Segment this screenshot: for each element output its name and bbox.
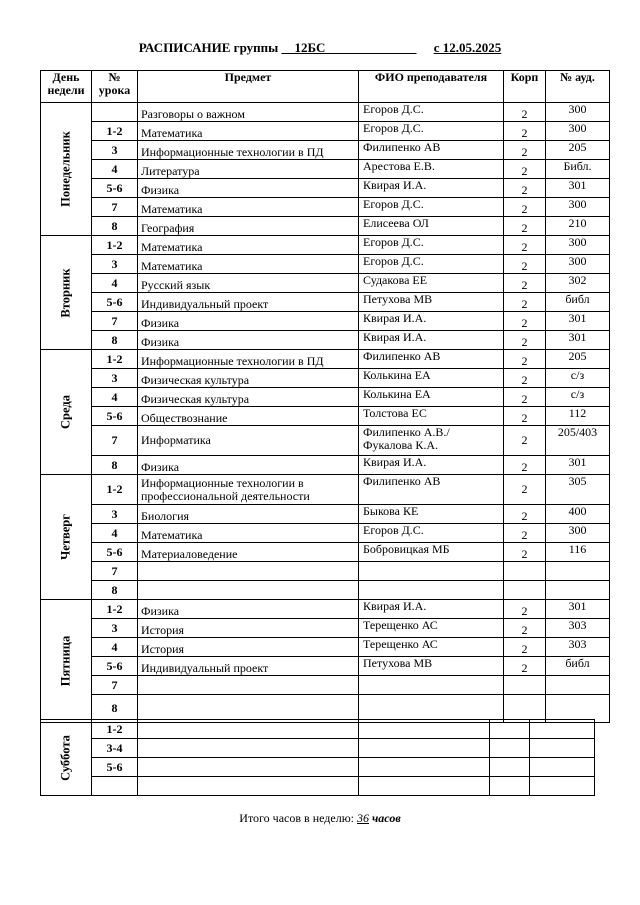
lesson-number: 8: [92, 456, 138, 475]
title-prefix: РАСПИСАНИЕ группы: [138, 40, 279, 55]
lesson-number: 7: [92, 676, 138, 695]
table-row: [41, 600, 610, 619]
building-cell: 2: [504, 657, 546, 676]
subject-cell: [138, 758, 359, 777]
building-cell: 2: [504, 122, 546, 141]
table-row: [41, 562, 610, 581]
lesson-number: 7: [92, 312, 138, 331]
building-cell: 2: [504, 600, 546, 619]
building-cell: 2: [504, 524, 546, 543]
table-row: [41, 676, 610, 695]
lesson-number: 1-2: [92, 236, 138, 255]
teacher-cell: Арестова Е.В.: [359, 160, 504, 179]
room-cell: 300: [546, 524, 610, 543]
table-row: [41, 122, 610, 141]
building-cell: 2: [504, 236, 546, 255]
lesson-number: 5-6: [92, 179, 138, 198]
lesson-number: 4: [92, 274, 138, 293]
table-row: [41, 331, 610, 350]
teacher-cell: Филипенко АВ: [359, 141, 504, 160]
subject-cell: [138, 562, 359, 581]
building-cell: [504, 676, 546, 695]
room-cell: [530, 739, 595, 758]
total-hours-value: 36: [357, 811, 369, 825]
teacher-cell: Елисеева ОЛ: [359, 217, 504, 236]
subject-cell: Физическая культура: [138, 388, 359, 407]
subject-cell: Физика: [138, 331, 359, 350]
header-teacher: ФИО преподавателя: [359, 71, 504, 103]
teacher-cell: Толстова ЕС: [359, 407, 504, 426]
teacher-cell: Квирая И.А.: [359, 331, 504, 350]
teacher-cell: [359, 581, 504, 600]
subject-cell: [138, 739, 359, 758]
subject-cell: География: [138, 217, 359, 236]
building-cell: 2: [504, 619, 546, 638]
teacher-cell: [359, 777, 490, 796]
start-date: с 12.05.2025: [433, 40, 502, 55]
building-cell: 2: [504, 198, 546, 217]
building-cell: 2: [504, 141, 546, 160]
building-cell: 2: [504, 217, 546, 236]
day-name: Суббота: [58, 734, 73, 781]
room-cell: библ: [546, 293, 610, 312]
lesson-number: 3: [92, 619, 138, 638]
room-cell: [530, 758, 595, 777]
room-cell: 205: [546, 141, 610, 160]
lesson-number: 3: [92, 141, 138, 160]
day-cell-tuesday: [41, 236, 92, 350]
table-row: [41, 475, 610, 505]
table-row: [41, 543, 610, 562]
building-cell: [504, 581, 546, 600]
teacher-cell: Егоров Д.С.: [359, 255, 504, 274]
room-cell: 301: [546, 600, 610, 619]
subject-cell: Информационные технологии в ПД: [138, 141, 359, 160]
table-row: [41, 524, 610, 543]
table-row: [41, 638, 610, 657]
building-cell: 2: [504, 179, 546, 198]
subject-cell: Физика: [138, 456, 359, 475]
building-cell: 2: [504, 475, 546, 505]
teacher-cell: [359, 720, 490, 739]
room-cell: 303: [546, 638, 610, 657]
subject-cell: [138, 475, 359, 505]
lesson-number: 3: [92, 255, 138, 274]
subject-line: Информационные технологии в: [141, 476, 304, 490]
table-row: [41, 407, 610, 426]
room-cell: 301: [546, 179, 610, 198]
table-row: [41, 103, 610, 122]
subject-cell: Физика: [138, 179, 359, 198]
lesson-number: 4: [92, 638, 138, 657]
room-cell: 116: [546, 543, 610, 562]
room-cell: 400: [546, 505, 610, 524]
lesson-number: 7: [92, 426, 138, 456]
day-name: Вторник: [58, 267, 73, 318]
teacher-cell: Егоров Д.С.: [359, 103, 504, 122]
header-day: День недели: [41, 71, 92, 103]
building-cell: [490, 739, 530, 758]
teacher-cell: [359, 739, 490, 758]
table-row: [41, 619, 610, 638]
lesson-number: 1-2: [92, 600, 138, 619]
teacher-cell: Филипенко АВ: [359, 475, 504, 505]
lesson-number: 7: [92, 562, 138, 581]
subject-cell: Индивидуальный проект: [138, 657, 359, 676]
teacher-cell: Судакова ЕЕ: [359, 274, 504, 293]
building-cell: 2: [504, 350, 546, 369]
teacher-cell: Петухова МВ: [359, 293, 504, 312]
teacher-line: Филипенко А.В./: [363, 425, 450, 439]
lesson-number: 8: [92, 331, 138, 350]
subject-cell: Литература: [138, 160, 359, 179]
room-cell: 112: [546, 407, 610, 426]
room-cell: библ: [546, 657, 610, 676]
lesson-number: 8: [92, 581, 138, 600]
table-row: [41, 198, 610, 217]
subject-cell: Информационные технологии в ПД: [138, 350, 359, 369]
table-row: [41, 739, 595, 758]
day-cell-saturday: [41, 720, 92, 796]
room-cell: [546, 562, 610, 581]
total-hours-label: Итого часов в неделю:: [239, 811, 357, 825]
subject-cell: [138, 720, 359, 739]
lesson-number: 1-2: [92, 720, 138, 739]
day-name: Пятница: [58, 635, 73, 687]
table-row: [41, 179, 610, 198]
teacher-cell: Квирая И.А.: [359, 179, 504, 198]
subject-cell: Биология: [138, 505, 359, 524]
teacher-cell: Бобровицкая МБ: [359, 543, 504, 562]
lesson-number: 4: [92, 388, 138, 407]
room-cell: 302: [546, 274, 610, 293]
group-name: __12БС______________: [281, 40, 417, 55]
building-cell: 2: [504, 103, 546, 122]
room-cell: [530, 777, 595, 796]
header-subject: Предмет: [138, 71, 359, 103]
table-row: [41, 274, 610, 293]
teacher-cell: Быкова КЕ: [359, 505, 504, 524]
teacher-cell: Терещенко АС: [359, 638, 504, 657]
teacher-cell: [359, 758, 490, 777]
room-cell: 205/403: [546, 426, 610, 456]
room-cell: 205: [546, 350, 610, 369]
table-row: [41, 456, 610, 475]
subject-cell: Математика: [138, 255, 359, 274]
subject-line: профессиональной деятельности: [141, 489, 310, 503]
teacher-cell: [359, 426, 504, 456]
day-cell-wednesday: [41, 350, 92, 475]
lesson-number: 7: [92, 198, 138, 217]
building-cell: [504, 562, 546, 581]
subject-cell: Математика: [138, 122, 359, 141]
building-cell: 2: [504, 388, 546, 407]
building-cell: 2: [504, 456, 546, 475]
lesson-number: 5-6: [92, 758, 138, 777]
lesson-number: [92, 777, 138, 796]
subject-cell: Физика: [138, 600, 359, 619]
lesson-number: 8: [92, 217, 138, 236]
room-cell: с/з: [546, 388, 610, 407]
day-cell-monday: [41, 103, 92, 236]
table-row: [41, 350, 610, 369]
building-cell: 2: [504, 638, 546, 657]
room-cell: 300: [546, 236, 610, 255]
subject-cell: Математика: [138, 198, 359, 217]
building-cell: 2: [504, 274, 546, 293]
teacher-cell: [359, 562, 504, 581]
teacher-cell: Колькина ЕА: [359, 388, 504, 407]
lesson-number: 5-6: [92, 407, 138, 426]
table-row: [41, 160, 610, 179]
room-cell: 300: [546, 122, 610, 141]
room-cell: 300: [546, 255, 610, 274]
schedule-table: [40, 70, 610, 723]
table-row: [41, 217, 610, 236]
teacher-cell: Егоров Д.С.: [359, 122, 504, 141]
room-cell: 300: [546, 198, 610, 217]
lesson-number: 3: [92, 369, 138, 388]
subject-cell: [138, 676, 359, 695]
teacher-cell: Филипенко АВ: [359, 350, 504, 369]
room-cell: 301: [546, 331, 610, 350]
subject-cell: [138, 581, 359, 600]
teacher-cell: Квирая И.А.: [359, 456, 504, 475]
day-cell-thursday: [41, 475, 92, 600]
total-hours-unit: часов: [372, 811, 401, 825]
teacher-cell: Егоров Д.С.: [359, 198, 504, 217]
subject-cell: [138, 777, 359, 796]
subject-cell: История: [138, 619, 359, 638]
room-cell: 210: [546, 217, 610, 236]
day-name: Среда: [58, 395, 73, 429]
room-cell: [546, 581, 610, 600]
building-cell: [490, 777, 530, 796]
subject-cell: Русский язык: [138, 274, 359, 293]
room-cell: [530, 720, 595, 739]
teacher-cell: Егоров Д.С.: [359, 236, 504, 255]
weekly-hours-total: [0, 811, 640, 826]
room-cell: 305: [546, 475, 610, 505]
building-cell: 2: [504, 505, 546, 524]
lesson-number: 4: [92, 160, 138, 179]
header-building: Корп: [504, 71, 546, 103]
lesson-number: 3-4: [92, 739, 138, 758]
room-cell: 301: [546, 456, 610, 475]
table-row: [41, 657, 610, 676]
table-row: [41, 505, 610, 524]
day-name: Понедельник: [58, 131, 73, 207]
table-row: [41, 236, 610, 255]
table-row: [41, 720, 595, 739]
subject-cell: Разговоры о важном: [138, 103, 359, 122]
subject-cell: Материаловедение: [138, 543, 359, 562]
day-cell-friday: [41, 600, 92, 723]
building-cell: 2: [504, 369, 546, 388]
table-row: [41, 388, 610, 407]
teacher-cell: [359, 676, 504, 695]
subject-cell: Обществознание: [138, 407, 359, 426]
schedule-title: [0, 40, 640, 56]
lesson-number: 5-6: [92, 657, 138, 676]
lesson-number: 5-6: [92, 293, 138, 312]
table-row: [41, 293, 610, 312]
building-cell: [490, 758, 530, 777]
subject-cell: История: [138, 638, 359, 657]
teacher-cell: Квирая И.А.: [359, 312, 504, 331]
table-row: [41, 141, 610, 160]
room-cell: Библ.: [546, 160, 610, 179]
building-cell: 2: [504, 255, 546, 274]
room-cell: [546, 676, 610, 695]
lesson-number: 1-2: [92, 350, 138, 369]
teacher-line: Фукалова К.А.: [363, 438, 439, 452]
saturday-table: [40, 719, 595, 796]
subject-cell: Индивидуальный проект: [138, 293, 359, 312]
room-cell: 301: [546, 312, 610, 331]
room-cell: с/з: [546, 369, 610, 388]
lesson-number: 3: [92, 505, 138, 524]
day-name: Четверг: [58, 514, 73, 560]
building-cell: [490, 720, 530, 739]
building-cell: 2: [504, 426, 546, 456]
subject-cell: Физика: [138, 312, 359, 331]
header-room: № ауд.: [546, 71, 610, 103]
building-cell: 2: [504, 331, 546, 350]
building-cell: 2: [504, 543, 546, 562]
lesson-number: 1-2: [92, 475, 138, 505]
table-row: [41, 758, 595, 777]
lesson-number: [92, 103, 138, 122]
subject-cell: Информатика: [138, 426, 359, 456]
subject-cell: Математика: [138, 524, 359, 543]
table-row: [41, 255, 610, 274]
lesson-number: 5-6: [92, 543, 138, 562]
table-row: [41, 369, 610, 388]
table-row: [41, 777, 595, 796]
header-lesson: № урока: [92, 71, 138, 103]
building-cell: 2: [504, 407, 546, 426]
teacher-cell: Егоров Д.С.: [359, 524, 504, 543]
subject-cell: Математика: [138, 236, 359, 255]
table-row: [41, 426, 610, 456]
room-cell: 300: [546, 103, 610, 122]
table-row: [41, 312, 610, 331]
teacher-cell: Терещенко АС: [359, 619, 504, 638]
room-cell: 303: [546, 619, 610, 638]
building-cell: 2: [504, 160, 546, 179]
lesson-number: 1-2: [92, 122, 138, 141]
subject-cell: Физическая культура: [138, 369, 359, 388]
lesson-number: 4: [92, 524, 138, 543]
teacher-cell: Петухова МВ: [359, 657, 504, 676]
building-cell: 2: [504, 293, 546, 312]
table-row: [41, 581, 610, 600]
lesson-number: 8: [92, 695, 138, 723]
teacher-cell: Колькина ЕА: [359, 369, 504, 388]
building-cell: 2: [504, 312, 546, 331]
teacher-cell: Квирая И.А.: [359, 600, 504, 619]
